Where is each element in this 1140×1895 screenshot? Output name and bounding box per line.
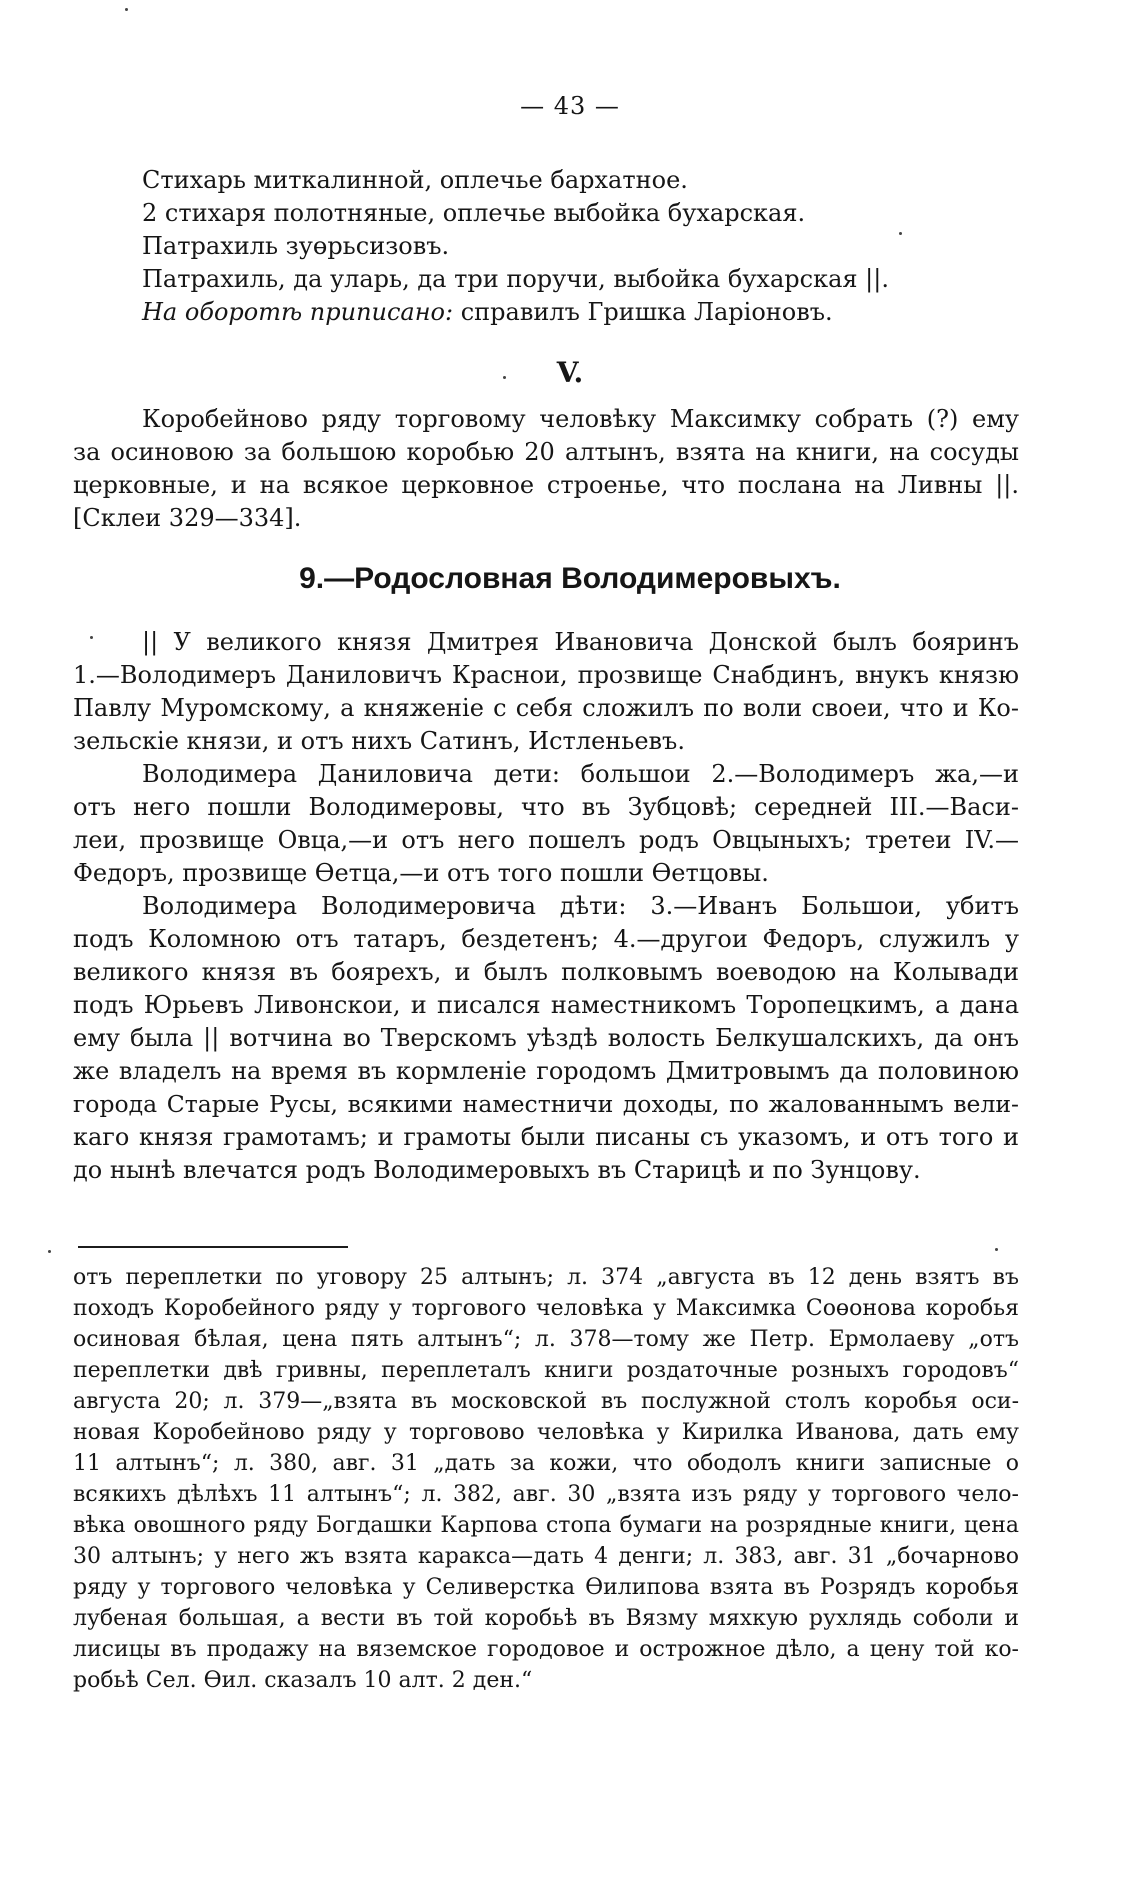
annotation-text: справилъ Гришка Ларіоновъ. [453, 298, 833, 326]
paragraph-line: 1.—Володимеръ Даниловичъ Краснои, прозвище Снабдинъ, внукъ князю [73, 661, 1019, 689]
footnote-line: всякихъ дѣлѣхъ 11 алтынъ“; л. 382, авг. 30 „взята изъ ряду у торгового чело- [73, 1482, 1019, 1507]
inventory-line: Патрахиль, да уларь, да три поручи, выбойка бухарская ||. [142, 265, 889, 293]
scan-speck [125, 8, 128, 11]
section-v-line: за осиновою за большою коробью 20 алтынъ, взята на книги, на сосуды [73, 438, 1019, 466]
inventory-list [73, 164, 1019, 329]
footnote [73, 1262, 1019, 1696]
footnote-line: лубеная большая, а вести въ той коробьѣ въ Вязму мяхкую рухлядь соболи и [73, 1606, 1019, 1631]
section-v-line: церковные, и на всякое церковное строенье, что послана на Ливны ||. [73, 471, 1019, 499]
footnote-line: августа 20; л. 379—„взята въ московской въ послужной столъ коробья оси- [73, 1389, 1019, 1414]
paragraph-line: отъ него пошли Володимеровы, что въ Зубцовѣ; середней III.—Васи- [73, 793, 1019, 821]
footnote-line: переплетки двѣ гривны, переплеталъ книги роздаточные розныхъ городовъ“ [73, 1358, 1019, 1383]
paragraph-line: подъ Коломною отъ татаръ, бездетенъ; 4.—другои Федоръ, служилъ у [73, 925, 1019, 953]
footnote-line: вѣка овошного ряду Богдашки Карпова стопа бумаги на розрядные книги, цена [73, 1513, 1019, 1538]
scan-speck [90, 636, 93, 639]
footnote-line: 30 алтынъ; у него жъ взята каракса—дать 4 денги; л. 383, авг. 31 „бочарново [73, 1544, 1019, 1569]
scan-speck [503, 376, 506, 379]
scan-speck [899, 232, 902, 235]
footnote-line: осиновая бѣлая, цена пять алтынъ“; л. 378—тому же Петр. Ермолаеву „отъ [73, 1327, 1019, 1352]
footnote-line: походъ Коробейного ряду у торгового человѣка у Максимка Соөонова коробья [73, 1296, 1019, 1321]
paragraph-line: Володимера Даниловича дети: большои 2.—Володимеръ жа,—и [142, 760, 1019, 788]
paragraph-line: подъ Юрьевъ Ливонскои, и писался наместникомъ Торопецкимъ, а дана [73, 991, 1019, 1019]
section-v-line: Коробейново ряду торговому человѣку Максимку собрать (?) ему [142, 405, 1019, 433]
section-heading: 9.—Родословная Володимеровыхъ. [299, 562, 841, 595]
section-v-line: [Склеи 329—334]. [73, 504, 302, 532]
inventory-line: Стихарь миткалинной, оплечье бархатное. [142, 166, 688, 194]
section-v-body [73, 403, 1019, 535]
section-v-title: V. [556, 356, 584, 389]
paragraph-line: || У великого князя Дмитрея Ивановича Донской былъ бояринъ [142, 628, 1019, 656]
inventory-line: 2 стихаря полотняные, оплечье выбойка бухарская. [142, 199, 806, 227]
paragraph-line: леи, прозвище Овца,—и отъ него пошелъ родъ Овцыныхъ; третеи IV.— [73, 826, 1019, 854]
paragraph-line: ему была || вотчина во Тверскомъ уѣздѣ волость Белкушалскихъ, да онъ [73, 1024, 1019, 1052]
annotation-italic: На оборотѣ приписано: [142, 298, 454, 326]
main-text [73, 626, 1019, 1187]
inventory-line: Патрахиль зуөрьсизовъ. [142, 232, 450, 260]
scan-speck [48, 1250, 51, 1253]
footnote-line: робьѣ Сел. Өил. сказалъ 10 алт. 2 ден.“ [73, 1668, 533, 1693]
footnote-line: новая Коробейново ряду у торговово человѣка у Кирилка Иванова, дать ему [73, 1420, 1019, 1445]
paragraph-line: Федоръ, прозвище Өетца,—и отъ того пошли Өетцовы. [73, 859, 769, 887]
paragraph-line: же владелъ на время въ кормленіе городомъ Дмитровымъ да половиною [73, 1057, 1019, 1085]
footnote-line: ряду у торгового человѣка у Селиверстка Өилипова взята въ Розрядъ коробья [73, 1575, 1019, 1600]
paragraph-line: до нынѣ влечатся родъ Володимеровыхъ въ Старицѣ и по Зунцову. [73, 1156, 921, 1184]
footnote-separator [78, 1246, 348, 1248]
footnote-line: 11 алтынъ“; л. 380, авг. 31 „дать за кожи, что ободолъ книги записные о [73, 1451, 1019, 1476]
paragraph-line: Володимера Володимеровича дѣти: 3.—Иванъ Большои, убитъ [142, 892, 1019, 920]
paragraph-line: города Старые Русы, всякими наместничи доходы, по жалованнымъ вели- [73, 1090, 1019, 1118]
footnote-line: отъ переплетки по уговору 25 алтынъ; л. 374 „августа въ 12 день взятъ въ [73, 1265, 1019, 1290]
paragraph-line: зельскіе князи, и отъ нихъ Сатинъ, Истленьевъ. [73, 727, 685, 755]
annotation-line [73, 296, 1019, 329]
footnote-line: лисицы въ продажу на вяземское городовое и острожное дѣло, а цену той ко- [73, 1637, 1019, 1662]
paragraph-line: каго князя грамотамъ; и грамоты были писаны съ указомъ, и отъ того и [73, 1123, 1019, 1151]
page-number: — 43 — [520, 92, 620, 120]
scan-speck [995, 1248, 998, 1251]
paragraph-line: великого князя въ бояреxъ, и былъ полковымъ воеводою на Колывади [73, 958, 1019, 986]
paragraph-line: Павлу Муромскому, а княженіе с себя сложилъ по воли своеи, что и Ко- [73, 694, 1019, 722]
